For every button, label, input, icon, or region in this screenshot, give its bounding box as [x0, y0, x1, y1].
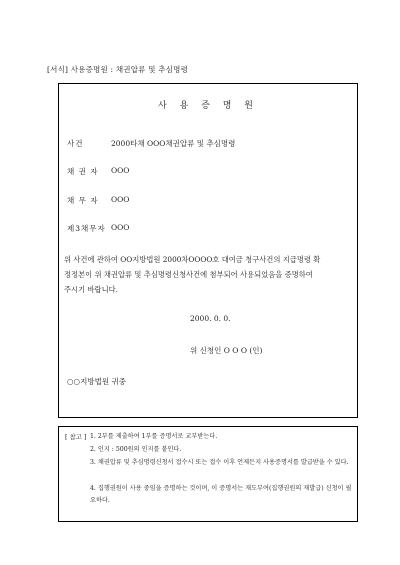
case-label: 사건 [67, 139, 84, 148]
court-addressee: ○○지방법원 귀중 [67, 377, 126, 386]
body-line: 위 사건에 관하여 OO지방법원 2000차OOOO호 대여금 청구사건의 지급명령 확 [64, 255, 321, 264]
creditor-label: 채 권 자 [67, 167, 99, 176]
body-line: 정정본이 위 채권압류 및 추심명령신청사건에 첨부되어 사용되었음을 증명하여 [64, 270, 313, 279]
third-debtor-value: OOO [111, 223, 130, 232]
case-value: 2000타채 OOO채권압류 및 추심명령 [111, 139, 236, 148]
applicant-signature: 위 신청인 O O O (인) [190, 346, 263, 355]
note-item: 2. 인지 : 500원의 인지를 붙인다. [90, 446, 182, 453]
notes-label: [ 참고 ] [65, 433, 87, 441]
body-line: 주시기 바랍니다. [64, 285, 118, 294]
third-debtor-label: 제3채무자 [67, 224, 106, 233]
request-body [64, 252, 354, 297]
form-type-label: [서식] 사용증명원 : 채권압류 및 추심명령 [47, 65, 189, 74]
certificate-form [58, 83, 358, 418]
note-item: 3. 채권압류 및 추심명령신청서 접수시 또는 접수 이후 언제든지 사용증명서를 발급받을 수 있다. [90, 459, 349, 466]
reference-notes [58, 426, 358, 522]
note-item: 1. 2부를 제출하여 1부를 증명서로 교부받는다. [90, 433, 218, 440]
debtor-label: 채 무 자 [67, 196, 99, 205]
filing-date: 2000. 0. 0. [190, 314, 231, 323]
debtor-value: OOO [111, 195, 130, 204]
document-title: 사 용 증 명 원 [158, 101, 258, 111]
note-item: 4. 집행권원이 사용 중임을 증명하는 것이며, 이 증명서는 재도부여(집행권원의 재발급) 신청이 필요하다. [90, 485, 352, 504]
creditor-value: OOO [111, 166, 130, 175]
